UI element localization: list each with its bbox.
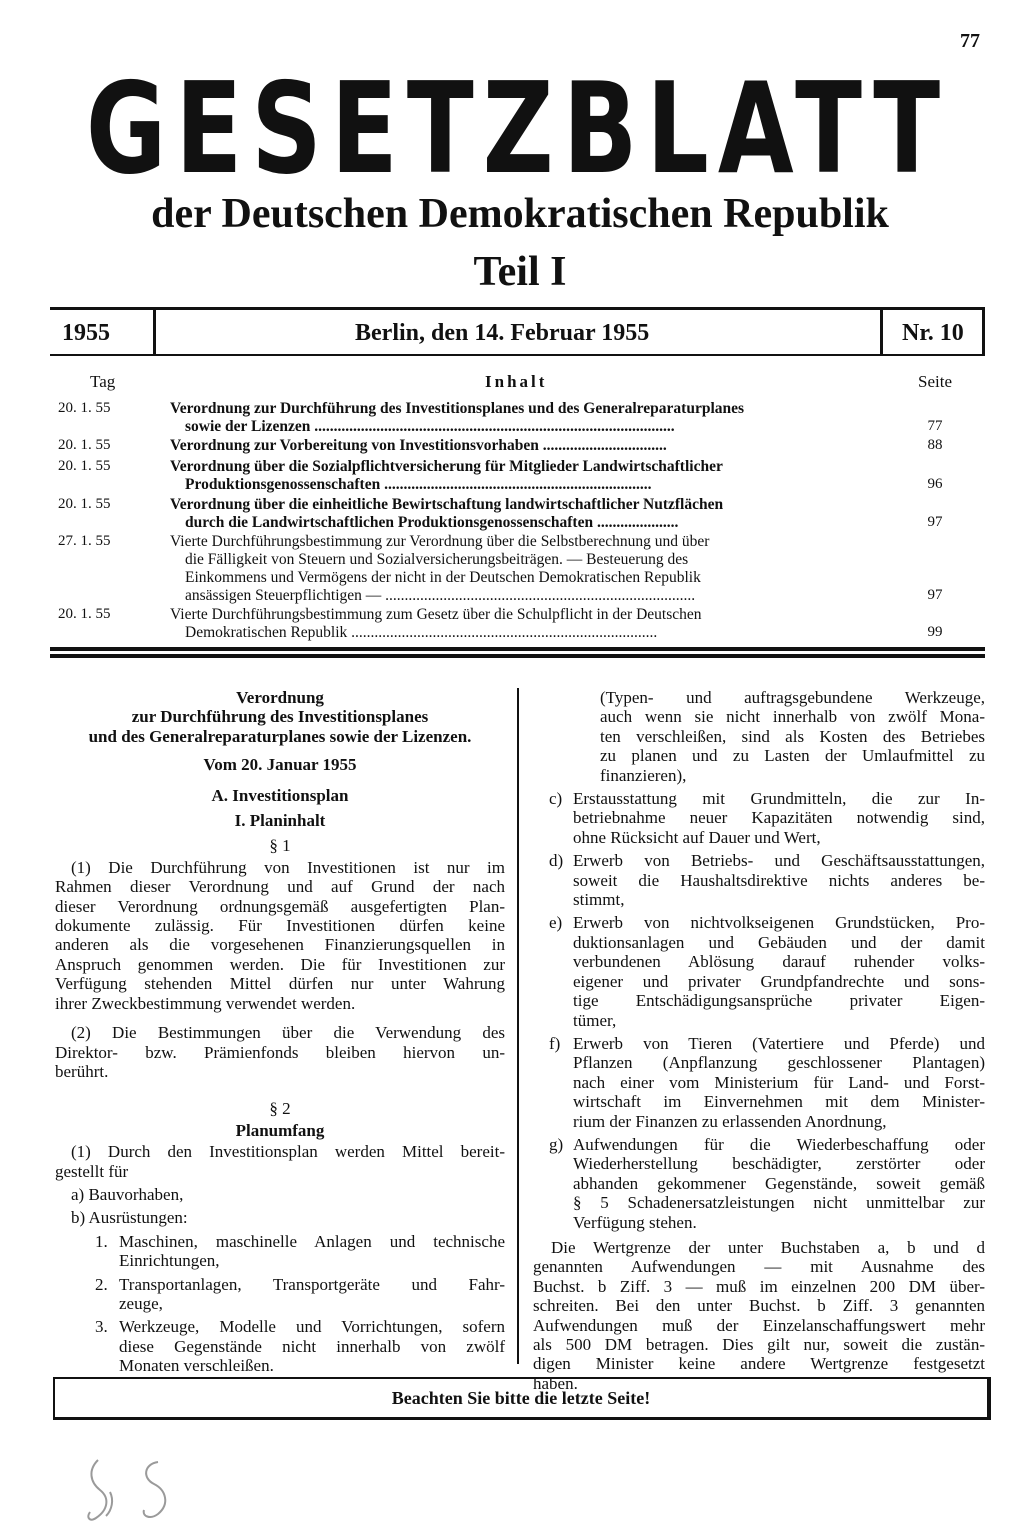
article-title-line: und des Generalreparaturplanes sowie der Lizenzen. — [88, 726, 472, 746]
toc-entry-line: Einkommens und Vermögens der nicht in der Deutschen Demokratischen Republik — [185, 569, 701, 586]
text-line: Anspruch genommen werden. Die für Investitionen zur — [55, 954, 505, 974]
sub-item-3-continuation — [533, 688, 985, 785]
list-item-f — [533, 1034, 985, 1131]
toc-entry-line: Verordnung über die Sozialpflichtversicherung für Mitglieder Landwirtschaftlicher — [170, 458, 723, 475]
text-line: gestellt für — [55, 1161, 129, 1181]
list-letter: f) — [549, 1033, 561, 1053]
right-column — [533, 688, 985, 1393]
text-line: Erwerb von Betriebs- und Geschäftsausstattungen, — [573, 851, 985, 871]
page-number: 77 — [960, 30, 980, 52]
text-line: abhanden gekommener Gegenstände, soweit gemäß — [573, 1173, 985, 1193]
header-bottom-rule — [50, 354, 985, 356]
footer-notice-box — [53, 1377, 991, 1420]
paragraph-1-abs-2 — [55, 1023, 505, 1081]
text-line: dokumente zulässig. Für Investitionen dürfen keine — [55, 916, 505, 936]
text-line: soweit die Haushaltsdirektive nichts anderes be- — [573, 870, 985, 890]
text-line: Erwerb von nichtvolkseigenen Grundstücken, Pro- — [573, 913, 985, 933]
list-letter: g) — [549, 1134, 564, 1154]
toc-entry-page: 99 — [927, 624, 943, 640]
list-item-g — [533, 1135, 985, 1232]
text-line: anderen als die vorgesehenen Finanzierungsquellen in — [55, 935, 505, 955]
issue-number: Nr. 10 — [902, 320, 964, 346]
text-line: tümer, — [573, 1010, 617, 1030]
text-line: nach einer vom Ministerium für Land- und Forst- — [573, 1072, 985, 1092]
toc-entry-page: 88 — [927, 437, 943, 453]
toc-entry-page: 77 — [927, 418, 943, 434]
sub-item-1 — [55, 1232, 505, 1271]
masthead-title: GESETZBLATT — [85, 56, 950, 203]
toc-entry-date: 20. 1. 55 — [58, 437, 111, 453]
toc-entry-date: 27. 1. 55 — [58, 533, 111, 549]
text-line: haben. — [533, 1373, 578, 1393]
toc-entry-line: Vierte Durchführungsbestimmung zur Verordnung über die Selbstberechnung und über — [170, 533, 710, 550]
text-line: Erwerb von Tieren (Vatertiere und Pferde) und — [573, 1033, 985, 1053]
text-line: genannten Aufwendungen — mit Ausnahme des — [533, 1257, 985, 1277]
section-heading-i: I. Planinhalt — [234, 811, 326, 831]
toc-entry-line: Verordnung über die einheitliche Bewirtschaftung landwirtschaftlicher Nutzflächen — [170, 496, 724, 513]
list-item-e — [533, 913, 985, 1029]
text-line: Wiederherstellung beschädigter, zerstörter oder — [573, 1154, 985, 1174]
footer-notice: Beachten Sie bitte die letzte Seite! — [391, 1388, 651, 1408]
toc-entry-page: 96 — [927, 476, 943, 492]
text-line: Werkzeuge, Modelle und Vorrichtungen, sofern — [119, 1317, 505, 1337]
text-line: Direktor- bzw. Prämienfonds bleiben hiervon un- — [55, 1042, 505, 1062]
text-line: diese Gegenstände nicht innerhalb von zwölf — [119, 1336, 505, 1356]
paragraph-1-abs-1 — [55, 858, 505, 1013]
text-line: ohne Rücksicht auf Dauer und Wert, — [573, 827, 821, 847]
list-item-a: a) Bauvorhaben, — [71, 1184, 184, 1204]
text-line: Monaten verschleißen. — [119, 1356, 274, 1376]
text-line: zu planen und zu Lasten der Umlaufmittel zu — [600, 746, 985, 766]
text-line: Die Wertgrenze der unter Buchstaben a, b und d — [551, 1237, 985, 1257]
list-item-d — [533, 851, 985, 909]
text-line: Aufwendungen für die Wiederbeschaffung oder — [573, 1134, 985, 1154]
text-line: Maschinen, maschinelle Anlagen und technische — [119, 1231, 505, 1251]
toc-entry-line: durch die Landwirtschaftlichen Produktionsgenossenschaften ..................... — [185, 514, 679, 531]
toc-entry-date: 20. 1. 55 — [58, 458, 111, 474]
toc-entry-line: Vierte Durchführungsbestimmung zum Gesetz über die Schulpflicht in der Deutschen — [170, 606, 702, 623]
text-line: als 500 DM betragen. Dies gilt nur, soweit die zustän- — [533, 1335, 985, 1354]
toc-col-content: Inhalt — [485, 372, 548, 391]
issue-place-date: Berlin, den 14. Februar 1955 — [355, 320, 650, 346]
text-line: digen Minister keine andere Wertgrenze festgesetzt — [533, 1354, 985, 1374]
left-column — [55, 688, 505, 1376]
toc-end-rule-1 — [50, 647, 985, 651]
issue-year: 1955 — [62, 320, 110, 346]
list-item-b: b) Ausrüstungen: — [71, 1208, 188, 1228]
toc-entry-date: 20. 1. 55 — [58, 496, 111, 512]
list-item-c — [533, 789, 985, 847]
sub-item-3 — [55, 1317, 505, 1375]
header-top-rule — [50, 307, 985, 310]
text-line: (Typen- und auftragsgebundene Werkzeuge, — [600, 688, 985, 707]
sub-item-number: 1. — [95, 1231, 108, 1251]
text-line: finanzieren), — [600, 765, 687, 785]
toc-end-rule-2 — [50, 654, 985, 658]
paragraph-1-heading: § 1 — [269, 836, 291, 856]
header-divider-right — [880, 310, 883, 354]
text-line: berührt. — [55, 1061, 109, 1081]
paragraph-2-title: Planumfang — [235, 1120, 325, 1140]
text-line: zeuge, — [119, 1293, 163, 1313]
text-line: wirtschaft im Einvernehmen mit dem Minister- — [573, 1092, 985, 1112]
text-line: § 5 Schadenersatzleistungen nicht unmittelbar zur — [573, 1193, 985, 1213]
toc-entry-line: Demokratischen Republik ............................................................................... — [185, 624, 658, 641]
text-line: rium der Finanzen zu erlassenden Anordnung, — [573, 1111, 887, 1131]
toc-entry-line: Verordnung zur Vorbereitung von Investitionsvorhaben ................................ — [170, 437, 667, 454]
column-divider — [517, 688, 519, 1364]
toc-col-page: Seite — [918, 372, 952, 391]
section-heading-a: A. Investitionsplan — [211, 785, 349, 805]
list-letter: d) — [549, 851, 564, 871]
text-line: Buchst. b Ziff. 3 — muß im einzelnen 200 DM über- — [533, 1276, 985, 1296]
text-line: schreiten. Bei den unter Buchst. b Ziff. 3 genannten — [533, 1296, 985, 1316]
paragraph-2-heading: § 2 — [269, 1099, 291, 1119]
toc-entry-line: sowie der Lizenzen ............................................................................................. — [185, 418, 675, 435]
text-line: (2) Die Bestimmungen über die Verwendung des — [71, 1023, 505, 1043]
text-line: ihrer Zweckbestimmung verwendet werden. — [55, 993, 356, 1013]
paragraph-2-abs-1 — [55, 1142, 505, 1181]
toc-entry-date: 20. 1. 55 — [58, 606, 111, 622]
toc-entry-date: 20. 1. 55 — [58, 400, 111, 416]
sub-item-number: 2. — [95, 1274, 108, 1294]
text-line: tige Entschädigungsansprüche privater Eigen- — [573, 991, 985, 1011]
text-line: betriebnahme neuer Kapazitäten notwendig sind, — [573, 808, 985, 828]
text-line: duktionsanlagen und Gebäuden und der damit — [573, 932, 985, 952]
text-line: Einrichtungen, — [119, 1251, 220, 1271]
text-line: verbundenen Ablösung darauf ruhender volks- — [573, 952, 985, 972]
text-line: ten verschleißen, sind als Kosten des Betriebes — [600, 726, 985, 746]
text-line: Erstausstattung mit Grundmitteln, die zur In- — [573, 789, 985, 809]
handwritten-mark — [80, 1452, 200, 1527]
article-date: Vom 20. Januar 1955 — [203, 755, 357, 775]
article-title-line: Verordnung — [236, 688, 324, 707]
text-line: dieser Verordnung ordnungsgemäß ausgefertigten Plan- — [55, 896, 505, 916]
text-line: (1) Die Durchführung von Investitionen ist nur im — [71, 857, 505, 877]
sub-item-2 — [55, 1275, 505, 1314]
sub-item-number: 3. — [95, 1317, 108, 1337]
text-line: stimmt, — [573, 890, 625, 910]
text-line: auch wenn sie nicht innerhalb von zwölf Mona- — [600, 707, 985, 727]
masthead-part: Teil I — [473, 249, 567, 295]
toc-entry-line: die Fälligkeit von Steuern und Sozialversicherungsbeiträgen. — Besteuerung des — [185, 551, 689, 568]
list-letter: c) — [549, 789, 563, 809]
text-line: eigener und privater Grundpfandrechte und sons- — [573, 971, 985, 991]
text-line: Verfügung stehen. — [573, 1212, 697, 1232]
article-title-line: zur Durchführung des Investitionsplanes — [131, 707, 429, 727]
text-line: Aufwendungen muß der Einzelanschaffungswert mehr — [533, 1315, 985, 1335]
header-divider-end — [982, 310, 985, 354]
closing-paragraph — [533, 1238, 985, 1393]
toc-entry-line: Verordnung zur Durchführung des Investitionsplanes und des Generalreparaturplanes — [170, 400, 745, 417]
toc-col-day: Tag — [90, 372, 116, 391]
toc-entry-line: ansässigen Steuerpflichtigen — ................................................................................ — [185, 587, 696, 604]
toc-entry-page: 97 — [927, 587, 943, 603]
text-line: Pflanzen (Anpflanzung geschlossener Plantagen) — [573, 1053, 985, 1073]
text-line: Rahmen dieser Verordnung und auf Grund der nach — [55, 877, 505, 897]
header-divider-left — [153, 310, 156, 354]
text-line: Verfügung stehenden Mittel dürfen nur unter Wahrung — [55, 974, 505, 994]
text-line: (1) Durch den Investitionsplan werden Mittel bereit- — [71, 1142, 505, 1162]
list-letter: e) — [549, 913, 563, 933]
text-line: Transportanlagen, Transportgeräte und Fahr- — [119, 1274, 505, 1294]
toc-entry-line: Produktionsgenossenschaften ..................................................................... — [185, 476, 652, 493]
masthead-subtitle: der Deutschen Demokratischen Republik — [151, 191, 889, 237]
toc-entry-page: 97 — [927, 514, 943, 530]
